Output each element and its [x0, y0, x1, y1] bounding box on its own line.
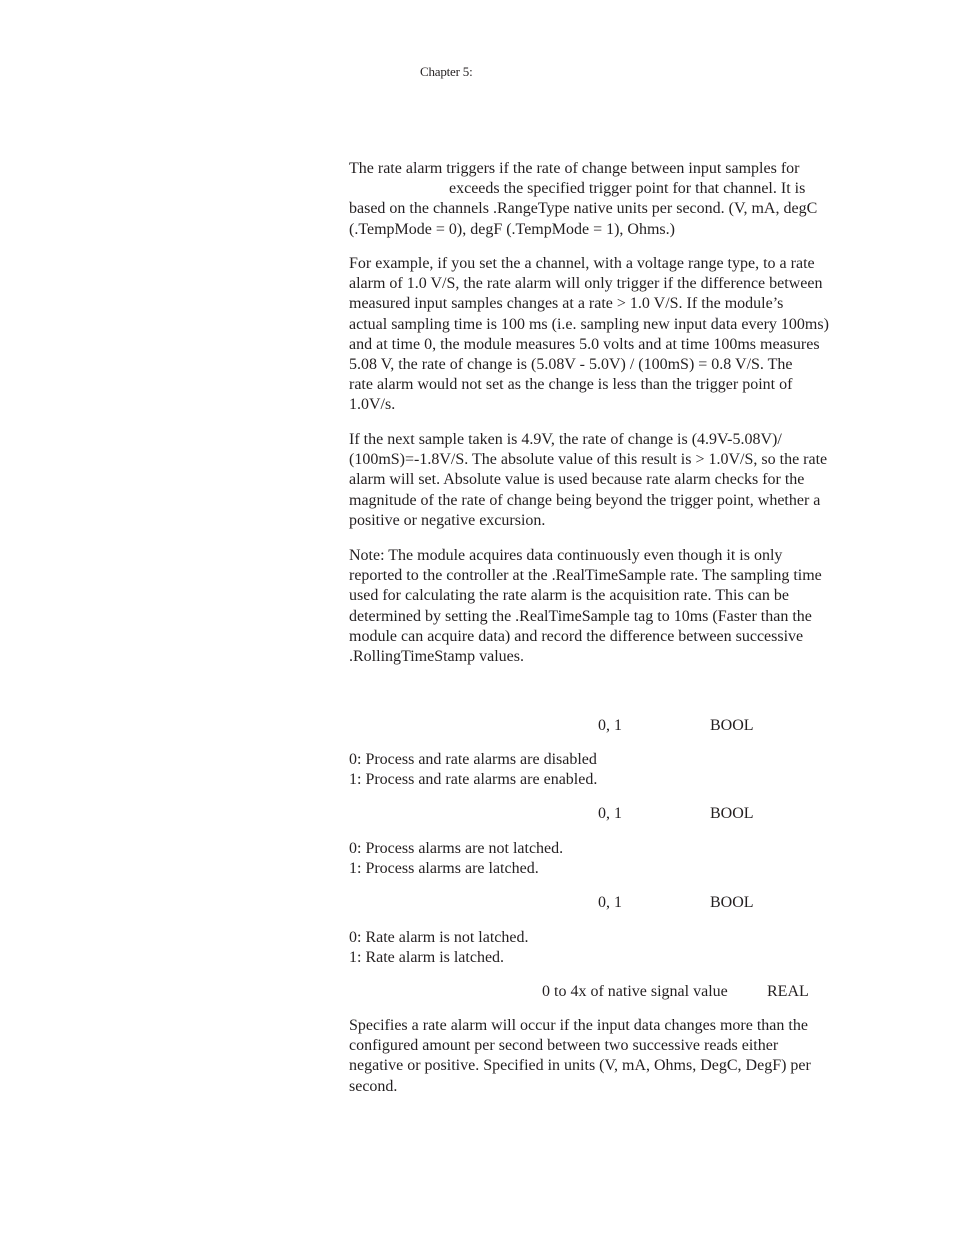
paragraph-line: and at time 0, the module measures 5.0 volts and at time 100ms measures [349, 335, 820, 353]
tag-description [349, 1016, 869, 1097]
tag-range: 0, 1 [598, 894, 622, 911]
tag-range: 0, 1 [598, 717, 622, 734]
paragraph-line: Note: The module acquires data continuously even though it is only [349, 547, 783, 564]
paragraph-line: configured amount per second between two successive reads either [349, 1037, 779, 1055]
rate-alarm-intro-paragraph [349, 159, 869, 240]
chapter-header: Chapter 5: [420, 64, 473, 79]
tag-description [349, 839, 869, 879]
tag-range: 0, 1 [598, 805, 622, 822]
paragraph-line: magnitude of the rate of change being beyond the trigger point, whether a [349, 491, 821, 509]
paragraph-line: If the next sample taken is 4.9V, the rate of change is (4.9V-5.08V)/ [349, 431, 782, 448]
paragraph-line: 1.0V/s. [349, 396, 396, 414]
paragraph-line: based on the channels .RangeType native units per second. (V, mA, degC [349, 200, 818, 218]
paragraph-line: Specifies a rate alarm will occur if the input data changes more than the [349, 1017, 808, 1034]
paragraph-line: exceeds the specified trigger point for that channel. It is [449, 180, 806, 198]
tag-data-type: BOOL [710, 894, 754, 911]
tag-data-type: BOOL [710, 805, 754, 822]
paragraph-line: The rate alarm triggers if the rate of change between input samples for [349, 160, 800, 177]
note-paragraph [349, 546, 869, 667]
tag-row [349, 804, 869, 824]
paragraph-line: 1: Process alarms are latched. [349, 860, 539, 878]
paragraph-line: For example, if you set the a channel, with a voltage range type, to a rate [349, 255, 815, 272]
tag-data-type: BOOL [710, 717, 754, 734]
tag-description [349, 928, 869, 968]
paragraph-line: (.TempMode = 0), degF (.TempMode = 1), Ohms.) [349, 220, 675, 238]
paragraph-line: 5.08 V, the rate of change is (5.08V - 5.0V) / (100mS) = 0.8 V/S. The [349, 356, 793, 374]
example-paragraph [349, 254, 869, 416]
paragraph-line: 0: Process alarms are not latched. [349, 840, 564, 857]
paragraph-line: 0: Process and rate alarms are disabled [349, 751, 597, 768]
next-sample-paragraph [349, 430, 869, 531]
tag-range: 0 to 4x of native signal value [542, 983, 728, 1000]
paragraph-line: measured input samples changes at a rate > 1.0 V/S. If the module’s [349, 295, 784, 313]
paragraph-line: 1: Rate alarm is latched. [349, 949, 505, 967]
paragraph-line: negative or positive. Specified in units (V, mA, Ohms, DegC, DegF) per [349, 1057, 811, 1075]
paragraph-line: 1: Process and rate alarms are enabled. [349, 771, 598, 789]
tag-data-type: REAL [767, 983, 809, 1000]
paragraph-line: rate alarm would not set as the change is less than the trigger point of [349, 376, 793, 394]
paragraph-line: used for calculating the rate alarm is the acquisition rate. This can be [349, 587, 789, 605]
paragraph-line: positive or negative excursion. [349, 511, 546, 529]
tag-row [349, 716, 869, 736]
paragraph-line: actual sampling time is 100 ms (i.e. sampling new input data every 100ms) [349, 315, 829, 333]
paragraph-line: 0: Rate alarm is not latched. [349, 929, 529, 946]
tag-description [349, 750, 869, 790]
paragraph-line: module can acquire data) and record the difference between successive [349, 627, 804, 645]
tag-row [349, 982, 869, 1002]
paragraph-line: (100mS)=-1.8V/S. The absolute value of this result is > 1.0V/S, so the rate [349, 451, 828, 469]
paragraph-line: .RollingTimeStamp values. [349, 648, 524, 666]
paragraph-line: reported to the controller at the .RealTimeSample rate. The sampling time [349, 567, 822, 585]
paragraph-line: alarm of 1.0 V/S, the rate alarm will only trigger if the difference between [349, 275, 823, 293]
tag-row [349, 893, 869, 913]
paragraph-line: second. [349, 1077, 398, 1095]
paragraph-line: alarm will set. Absolute value is used because rate alarm checks for the [349, 471, 805, 489]
paragraph-line: determined by setting the .RealTimeSample tag to 10ms (Faster than the [349, 607, 812, 625]
